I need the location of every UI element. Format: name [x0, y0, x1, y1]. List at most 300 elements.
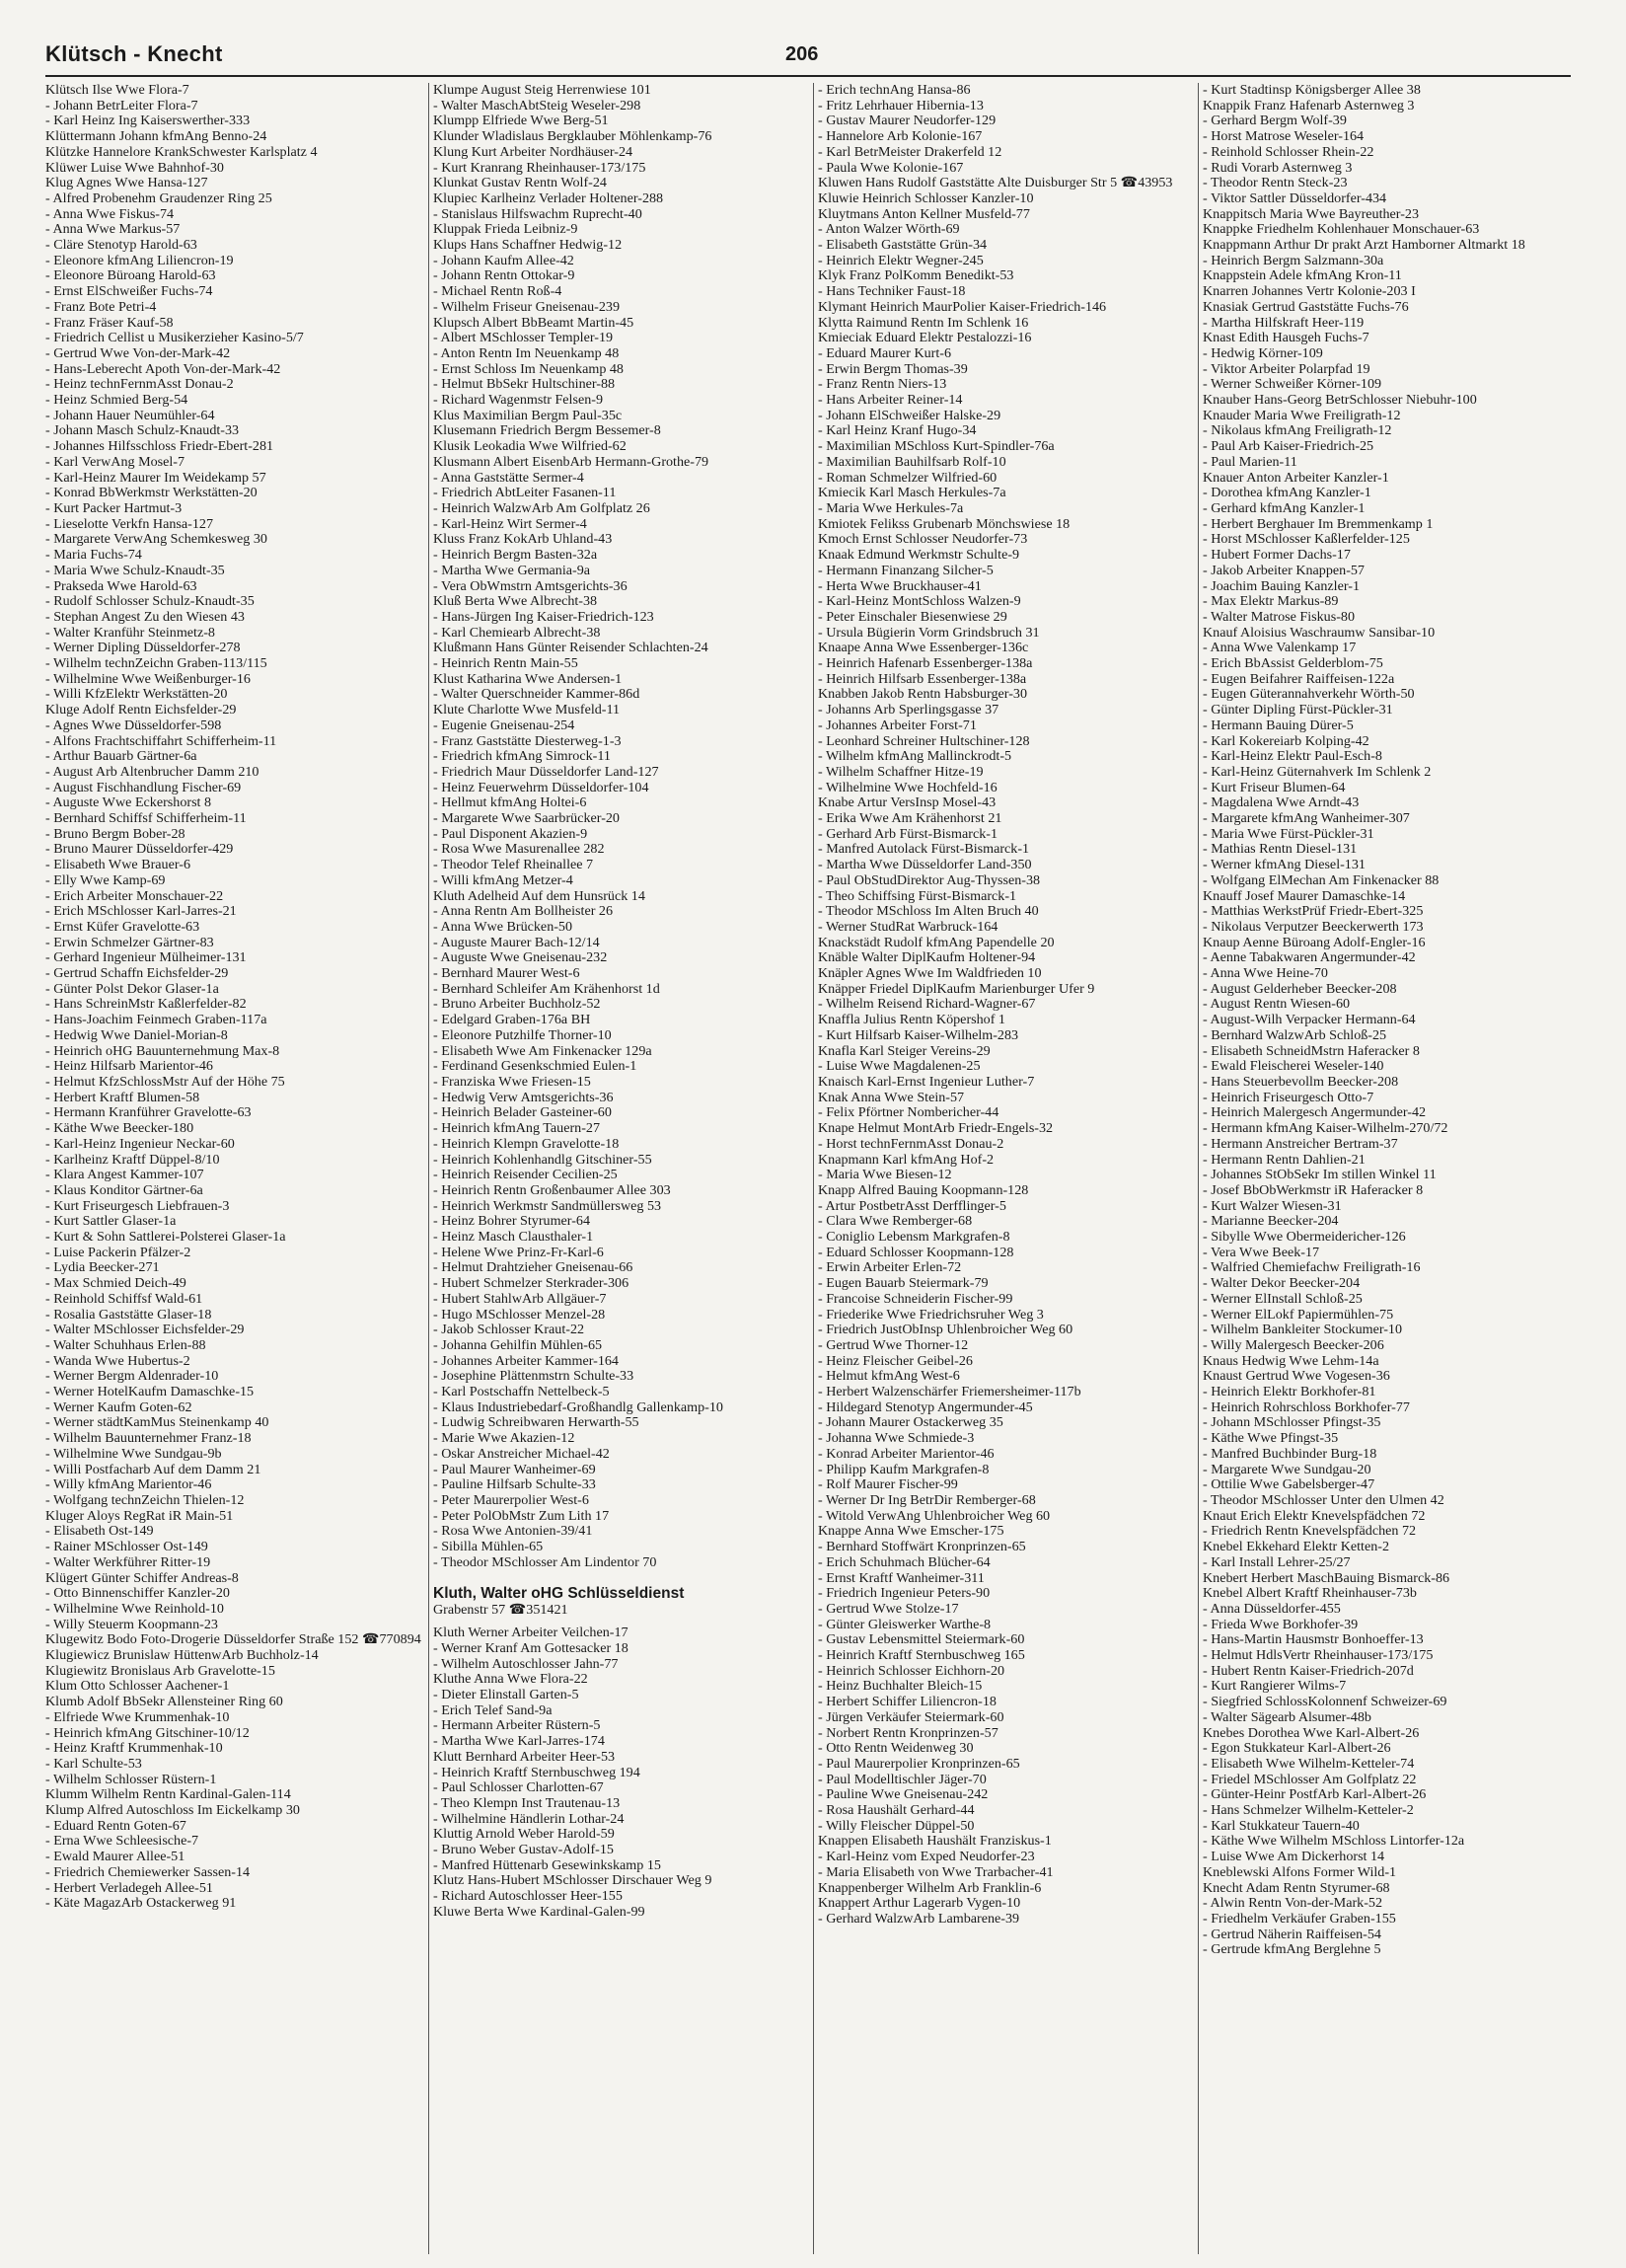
directory-entry: - Bernhard Schleifer Am Krähenhorst 1d — [433, 980, 660, 997]
directory-entry: - Wilhelmine Wwe Hochfeld-16 — [818, 779, 998, 795]
directory-entry: Knafla Karl Steiger Vereins-29 — [818, 1042, 991, 1059]
directory-entry: - Karl Stukkateur Tauern-40 — [1203, 1817, 1360, 1834]
directory-entry: - Wolfgang technZeichn Thielen-12 — [45, 1491, 245, 1508]
directory-entry: - Gertrud Näherin Raiffeisen-54 — [1203, 1926, 1381, 1942]
directory-entry: - Heinrich WalzwArb Am Golfplatz 26 — [433, 499, 650, 516]
directory-entry: - Heinrich Schlosser Eichhorn-20 — [818, 1662, 1005, 1679]
directory-entry: - Johann Rentn Ottokar-9 — [433, 267, 575, 284]
directory-entry: - Hermann Rentn Dahlien-21 — [1203, 1151, 1366, 1168]
directory-entry: - Theodor MSchloss Im Alten Bruch 40 — [818, 903, 1039, 920]
directory-entry: - Paul Marien-11 — [1203, 453, 1297, 470]
directory-entry: - Heinz Kraftf Krummenhak-10 — [45, 1740, 223, 1757]
directory-entry: - Margarete kfmAng Wanheimer-307 — [1203, 810, 1410, 827]
directory-entry: - Heinz Buchhalter Bleich-15 — [818, 1678, 983, 1695]
directory-entry: - Heinz technFernmAsst Donau-2 — [45, 376, 234, 393]
directory-entry: - Bruno Bergm Bober-28 — [45, 825, 185, 842]
directory-entry: - Erich Arbeiter Monschauer-22 — [45, 887, 224, 904]
directory-entry: Kmiotek Felikss Grubenarb Mönchswiese 18 — [818, 515, 1071, 532]
directory-entry: - Erwin Bergm Thomas-39 — [818, 360, 968, 377]
directory-entry: Klumpp Elfriede Wwe Berg-51 — [433, 113, 609, 129]
directory-entry: - Erich BbAssist Gelderblom-75 — [1203, 655, 1383, 672]
directory-entry: - Friedrich Chemiewerker Sassen-14 — [45, 1863, 251, 1880]
directory-entry: - Stanislaus Hilfswachm Ruprecht-40 — [433, 205, 642, 222]
directory-entry: - Johann MSchlosser Pfingst-35 — [1203, 1414, 1381, 1431]
directory-entry: Knaust Gertrud Wwe Vogesen-36 — [1203, 1368, 1390, 1385]
directory-entry: - Johann Masch Schulz-Knaudt-33 — [45, 422, 240, 439]
directory-entry: - Friedrich Maur Düsseldorfer Land-127 — [433, 763, 659, 780]
directory-entry: Kneblewski Alfons Former Wild-1 — [1203, 1863, 1397, 1880]
directory-entry: - Gerhard Bergm Wolf-39 — [1203, 113, 1347, 129]
directory-entry: - Hans-Joachim Feinmech Graben-117a — [45, 1012, 267, 1028]
directory-entry: Knappmann Arthur Dr prakt Arzt Hamborner Altmarkt 18 — [1203, 237, 1525, 254]
directory-entry: - Werner Bergm Aldenrader-10 — [45, 1368, 219, 1385]
directory-entry: - Elisabeth Gaststätte Grün-34 — [818, 237, 988, 254]
directory-entry: Knaisch Karl-Ernst Ingenieur Luther-7 — [818, 1074, 1035, 1090]
directory-entry: - Hans Arbeiter Reiner-14 — [818, 392, 963, 409]
directory-entry: - Karl-Heinz vom Exped Neudorfer-23 — [818, 1849, 1035, 1865]
directory-entry: - Hubert Rentn Kaiser-Friedrich-207d — [1203, 1662, 1414, 1679]
directory-entry: - Werner Kranf Am Gottesacker 18 — [433, 1639, 628, 1656]
directory-entry: - Erich Schuhmach Blücher-64 — [818, 1553, 991, 1570]
directory-entry: - Prakseda Wwe Harold-63 — [45, 577, 197, 594]
directory-entry: - Nikolaus kfmAng Freiligrath-12 — [1203, 422, 1392, 439]
directory-entry: - Heinrich Elektr Borkhofer-81 — [1203, 1384, 1376, 1400]
directory-entry: Klügert Günter Schiffer Andreas-8 — [45, 1569, 239, 1586]
directory-entry: - Ludwig Schreibwaren Herwarth-55 — [433, 1414, 639, 1431]
directory-entry: - Kurt Walzer Wiesen-31 — [1203, 1197, 1342, 1214]
directory-entry: - Hubert Schmelzer Sterkrader-306 — [433, 1275, 629, 1292]
directory-entry: - Johannes Arbeiter Kammer-164 — [433, 1352, 619, 1369]
directory-entry: - Luise Wwe Magdalenen-25 — [818, 1058, 981, 1075]
directory-entry: Klugewitz Bodo Foto-Drogerie Düsseldorfer Straße 152 ☎770894 — [45, 1631, 421, 1648]
directory-entry: - Heinrich Malergesch Angermunder-42 — [1203, 1104, 1427, 1121]
directory-entry: - Walfried Chemiefachw Freiligrath-16 — [1203, 1259, 1421, 1276]
directory-entry: - Anna Wwe Fiskus-74 — [45, 205, 175, 222]
directory-entry: - Hugo MSchlosser Menzel-28 — [433, 1306, 606, 1323]
directory-entry: - Werner Dr Ing BetrDir Remberger-68 — [818, 1491, 1036, 1508]
directory-entry: Knappitsch Maria Wwe Bayreuther-23 — [1203, 205, 1420, 222]
directory-entry: - Theo Klempn Inst Trautenau-13 — [433, 1794, 621, 1811]
directory-entry: - Werner städtKamMus Steinenkamp 40 — [45, 1414, 269, 1431]
directory-entry: - Anna Rentn Am Bollheister 26 — [433, 903, 614, 920]
directory-entry: - Rosa Haushält Gerhard-44 — [818, 1802, 975, 1819]
directory-entry: - Wilhelm kfmAng Mallinckrodt-5 — [818, 748, 1012, 765]
directory-entry: - Peter Einschaler Biesenwiese 29 — [818, 608, 1007, 625]
directory-entry: - Ursula Bügierin Vorm Grindsbruch 31 — [818, 624, 1040, 641]
directory-entry: - Helmut KfzSchlossMstr Auf der Höhe 75 — [45, 1074, 285, 1090]
directory-entry: - Herta Wwe Bruckhauser-41 — [818, 577, 982, 594]
directory-entry: - Werner Dipling Düsseldorfer-278 — [45, 640, 241, 656]
directory-entry: - Dieter Elinstall Garten-5 — [433, 1687, 579, 1703]
directory-entry: - Hans Techniker Faust-18 — [818, 283, 966, 300]
directory-entry: - Werner Kaufm Goten-62 — [45, 1399, 192, 1415]
directory-entry: - Willy Steuerm Koopmann-23 — [45, 1616, 218, 1632]
directory-entry: - Wilhelm Friseur Gneisenau-239 — [433, 298, 621, 315]
directory-entry: Klutt Bernhard Arbeiter Heer-53 — [433, 1748, 616, 1765]
directory-entry: Klüwer Luise Wwe Bahnhof-30 — [45, 159, 224, 176]
directory-entry: - Gustav Maurer Neudorfer-129 — [818, 113, 997, 129]
directory-entry: - Ewald Maurer Allee-51 — [45, 1849, 185, 1865]
directory-entry: - Elisabeth Wwe Brauer-6 — [45, 857, 190, 873]
directory-entry: - Friedrich AbtLeiter Fasanen-11 — [433, 485, 617, 501]
directory-entry: - Alfred Probenehm Graudenzer Ring 25 — [45, 189, 272, 206]
directory-entry: - Hans Schmelzer Wilhelm-Ketteler-2 — [1203, 1802, 1414, 1819]
directory-entry: - Egon Stukkateur Karl-Albert-26 — [1203, 1740, 1391, 1757]
directory-entry: - Maria Wwe Herkules-7a — [818, 499, 964, 516]
directory-entry: - Friedel MSchlosser Am Golfplatz 22 — [1203, 1771, 1417, 1787]
directory-entry: Klutz Hans-Hubert MSchlosser Dirschauer Weg 9 — [433, 1872, 712, 1889]
directory-entry: - Richard Wagenmstr Felsen-9 — [433, 392, 603, 409]
directory-entry: - Max Elektr Markus-89 — [1203, 593, 1339, 610]
directory-entry: Knabe Artur VersInsp Mosel-43 — [818, 794, 997, 811]
directory-entry: - Friedrich kfmAng Simrock-11 — [433, 748, 611, 765]
directory-entry: Klug Agnes Wwe Hansa-127 — [45, 175, 208, 191]
directory-entry: - Hubert StahlwArb Allgäuer-7 — [433, 1290, 607, 1307]
directory-entry: - Maria Fuchs-74 — [45, 547, 142, 564]
directory-entry: - Walter Kranführ Steinmetz-8 — [45, 624, 215, 641]
directory-entry: - Gerhard WalzwArb Lambarene-39 — [818, 1910, 1020, 1927]
directory-entry: - Klaus Industriebedarf-Großhandlg Gallenkamp-10 — [433, 1399, 723, 1415]
directory-entry: - August-Wilh Verpacker Hermann-64 — [1203, 1012, 1416, 1028]
directory-entry: - Walter Dekor Beecker-204 — [1203, 1275, 1361, 1292]
directory-entry: Klust Katharina Wwe Andersen-1 — [433, 670, 623, 687]
directory-entry: - Paul Disponent Akazien-9 — [433, 825, 588, 842]
directory-entry: Klute Charlotte Wwe Musfeld-11 — [433, 702, 621, 718]
directory-entry: - Luise Packerin Pfälzer-2 — [45, 1244, 191, 1260]
directory-entry: - Jürgen Verkäufer Steiermark-60 — [818, 1708, 1004, 1725]
directory-entry: - Karl-Heinz MontSchloss Walzen-9 — [818, 593, 1021, 610]
directory-entry: - Johann Hauer Neumühler-64 — [45, 407, 215, 423]
directory-entry: - Norbert Rentn Kronprinzen-57 — [818, 1724, 998, 1741]
directory-entry: Klunder Wladislaus Bergklauber Möhlenkamp-76 — [433, 128, 712, 145]
directory-entry: - Heinz Fleischer Geibel-26 — [818, 1352, 973, 1369]
directory-entry: Klützke Hannelore KrankSchwester Karlsplatz 4 — [45, 143, 318, 160]
directory-entry: Kluss Franz KokArb Uhland-43 — [433, 531, 613, 548]
directory-entry: Knast Edith Hausgeh Fuchs-7 — [1203, 330, 1369, 346]
directory-entry: Kluttig Arnold Weber Harold-59 — [433, 1826, 615, 1843]
directory-entry: - Heinz Schmied Berg-54 — [45, 392, 188, 409]
directory-entry: - Heinrich Reisender Cecilien-25 — [433, 1167, 618, 1183]
column-4 — [1198, 83, 1580, 2254]
directory-entry: Knebes Dorothea Wwe Karl-Albert-26 — [1203, 1724, 1420, 1741]
directory-entry: - Heinz Bohrer Styrumer-64 — [433, 1213, 591, 1230]
directory-entry: - Hermann Arbeiter Rüstern-5 — [433, 1717, 601, 1734]
directory-entry: - Willy Malergesch Beecker-206 — [1203, 1336, 1384, 1353]
directory-entry: - Maximilian Bauhilfsarb Rolf-10 — [818, 453, 1006, 470]
directory-entry: - Rosalia Gaststätte Glaser-18 — [45, 1306, 212, 1323]
directory-entry: - Eleonore Büroang Harold-63 — [45, 267, 216, 284]
directory-entry: - Felix Pförtner Nombericher-44 — [818, 1104, 999, 1121]
directory-entry: - Heinrich Kraftf Sternbuschweg 194 — [433, 1764, 640, 1780]
directory-entry: - Erika Wwe Am Krähenhorst 21 — [818, 810, 1002, 827]
directory-entry: Klußmann Hans Günter Reisender Schlachten-24 — [433, 640, 708, 656]
directory-entry: Knäble Walter DiplKaufm Holtener-94 — [818, 949, 1036, 966]
directory-entry: - Reinhold Schiffsf Wald-61 — [45, 1290, 203, 1307]
directory-entry: - Stephan Angest Zu den Wiesen 43 — [45, 608, 245, 625]
directory-entry: - Wilhelm Bauunternehmer Franz-18 — [45, 1430, 252, 1447]
directory-entry: - Gertrude kfmAng Berglehne 5 — [1203, 1941, 1381, 1958]
column-3 — [813, 83, 1195, 2254]
directory-entry: Knauder Maria Wwe Freiligrath-12 — [1203, 407, 1401, 423]
directory-entry: Kluger Aloys RegRat iR Main-51 — [45, 1507, 234, 1524]
directory-entry: - Ernst Kraftf Wanheimer-311 — [818, 1569, 985, 1586]
directory-entry: - Kurt Packer Hartmut-3 — [45, 499, 183, 516]
directory-entry: - Marie Wwe Akazien-12 — [433, 1430, 575, 1447]
directory-entry: - August Rentn Wiesen-60 — [1203, 996, 1351, 1013]
directory-entry: - Reinhold Schlosser Rhein-22 — [1203, 143, 1374, 160]
directory-entry: - Wilhelm Bankleiter Stockumer-10 — [1203, 1322, 1403, 1338]
directory-entry: - Werner ElLokf Papiermühlen-75 — [1203, 1306, 1394, 1323]
directory-entry: - Werner kfmAng Diesel-131 — [1203, 857, 1366, 873]
directory-entry: - Heinrich Hafenarb Essenberger-138a — [818, 655, 1033, 672]
directory-entry: - Johanna Wwe Schmiede-3 — [818, 1430, 975, 1447]
directory-entry: - Heinrich kfmAng Gitschiner-10/12 — [45, 1724, 250, 1741]
directory-entry: Knaup Aenne Büroang Adolf-Engler-16 — [1203, 934, 1426, 950]
header-name-range: Klütsch - Knecht — [45, 41, 223, 66]
directory-entry: - Theodor Rentn Steck-23 — [1203, 175, 1348, 191]
directory-entry: - Herbert Berghauer Im Bremmenkamp 1 — [1203, 515, 1434, 532]
directory-entry: Kluwe Berta Wwe Kardinal-Galen-99 — [433, 1903, 645, 1920]
directory-entry: - Paula Wwe Kolonie-167 — [818, 159, 964, 176]
directory-entry: - Joachim Bauing Kanzler-1 — [1203, 577, 1361, 594]
directory-entry: - Johanna Gehilfin Mühlen-65 — [433, 1336, 603, 1353]
directory-entry: - Kurt Kranrang Rheinhauser-173/175 — [433, 159, 646, 176]
directory-entry: - Heinrich Bergm Basten-32a — [433, 547, 598, 564]
directory-entry: - Maria Elisabeth von Wwe Trarbacher-41 — [818, 1863, 1054, 1880]
directory-entry: - Fritz Lehrhauer Hibernia-13 — [818, 97, 984, 113]
directory-entry: - Martha Wwe Germania-9a — [433, 562, 591, 578]
directory-entry: Knebert Herbert MaschBauing Bismarck-86 — [1203, 1569, 1450, 1586]
directory-entry: - Hermann kfmAng Kaiser-Wilhelm-270/72 — [1203, 1120, 1448, 1137]
directory-entry: - Hermann Finanzang Silcher-5 — [818, 562, 994, 578]
directory-entry: - Walter Werkführer Ritter-19 — [45, 1553, 211, 1570]
directory-entry: Knapmann Karl kfmAng Hof-2 — [818, 1151, 995, 1168]
directory-entry: - Käte MagazArb Ostackerweg 91 — [45, 1895, 237, 1912]
directory-entry: - Klaus Konditor Gärtner-6a — [45, 1181, 203, 1198]
directory-entry: - Roman Schmelzer Wilfried-60 — [818, 469, 998, 486]
directory-entry: - Werner StudRat Warbruck-164 — [818, 918, 998, 935]
directory-entry: Knaape Anna Wwe Essenberger-136c — [818, 640, 1029, 656]
directory-entry: - Hans SchreinMstr Kaßlerfelder-82 — [45, 996, 247, 1013]
directory-entry: - Herbert Walzenschärfer Friemersheimer-117b — [818, 1384, 1081, 1400]
directory-entry: - Gertrud Wwe Thorner-12 — [818, 1336, 969, 1353]
directory-entry: Klyk Franz PolKomm Benedikt-53 — [818, 267, 1014, 284]
directory-entry: - Eugenie Gneisenau-254 — [433, 717, 575, 733]
directory-entry: - Artur PostbetrAsst Derfflinger-5 — [818, 1197, 1006, 1214]
directory-entry: - Gertrud Wwe Stolze-17 — [818, 1600, 959, 1617]
directory-entry: - Johann Maurer Ostackerweg 35 — [818, 1414, 1003, 1431]
directory-entry: - Leonhard Schreiner Hultschiner-128 — [818, 732, 1030, 749]
directory-entry: - Helene Wwe Prinz-Fr-Karl-6 — [433, 1244, 604, 1260]
directory-entry: - Johannes StObSekr Im stillen Winkel 11 — [1203, 1167, 1437, 1183]
directory-entry: - Kurt Hilfsarb Kaiser-Wilhelm-283 — [818, 1026, 1019, 1043]
directory-entry: - Käthe Wwe Beecker-180 — [45, 1120, 194, 1137]
directory-entry: - Heinrich Belader Gasteiner-60 — [433, 1104, 612, 1121]
directory-entry: - Aenne Tabakwaren Angermunder-42 — [1203, 949, 1416, 966]
directory-entry: - Eugen Bauarb Steiermark-79 — [818, 1275, 989, 1292]
directory-entry: - Franz Bote Petri-4 — [45, 298, 157, 315]
directory-entry: - Willy kfmAng Marientor-46 — [45, 1476, 212, 1493]
directory-entry: - Vera ObWmstrn Amtsgerichts-36 — [433, 577, 628, 594]
directory-entry: - Margarete Wwe Sundgau-20 — [1203, 1461, 1371, 1477]
directory-entry: - Eduard Schlosser Koopmann-128 — [818, 1244, 1014, 1260]
directory-entry: - Ernst Schloss Im Neuenkamp 48 — [433, 360, 624, 377]
directory-entry: - Rainer MSchlosser Ost-149 — [45, 1539, 208, 1555]
directory-entry: - Hermann Kranführer Gravelotte-63 — [45, 1104, 252, 1121]
directory-entry: - Cläre Stenotyp Harold-63 — [45, 237, 197, 254]
directory-entry: Klups Hans Schaffner Hedwig-12 — [433, 237, 623, 254]
directory-entry: - Walter Querschneider Kammer-86d — [433, 686, 640, 703]
directory-entry: - Helmut Drahtzieher Gneisenau-66 — [433, 1259, 633, 1276]
directory-entry: - Edelgard Graben-176a BH — [433, 1012, 591, 1028]
directory-entry: - August Arb Altenbrucher Damm 210 — [45, 763, 259, 780]
directory-entry: - Karl Heinz Ing Kaiserswerther-333 — [45, 113, 251, 129]
directory-entry: - Frieda Wwe Borkhofer-39 — [1203, 1616, 1359, 1632]
directory-entry: - Walter MaschAbtSteig Weseler-298 — [433, 97, 641, 113]
directory-entry: Knauer Anton Arbeiter Kanzler-1 — [1203, 469, 1389, 486]
directory-entry: - Alwin Rentn Von-der-Mark-52 — [1203, 1895, 1382, 1912]
directory-entry: Knaut Erich Elektr Knevelspfädchen 72 — [1203, 1507, 1426, 1524]
directory-entry: - Francoise Schneiderin Fischer-99 — [818, 1290, 1013, 1307]
directory-entry: - Anna Wwe Heine-70 — [1203, 965, 1328, 982]
directory-entry: Knappik Franz Hafenarb Asternweg 3 — [1203, 97, 1415, 113]
directory-entry: - Rosa Wwe Antonien-39/41 — [433, 1523, 593, 1540]
directory-entry: - Jakob Schlosser Kraut-22 — [433, 1322, 585, 1338]
directory-entry: Knasiak Gertrud Gaststätte Fuchs-76 — [1203, 298, 1409, 315]
directory-entry: - Willy Fleischer Düppel-50 — [818, 1817, 975, 1834]
directory-entry: - Hans-Jürgen Ing Kaiser-Friedrich-123 — [433, 608, 654, 625]
directory-entry: Knebel Ekkehard Elektr Ketten-2 — [1203, 1539, 1390, 1555]
directory-entry: - Gerhard Ingenieur Mülheimer-131 — [45, 949, 247, 966]
directory-entry: - Bernhard WalzwArb Schloß-25 — [1203, 1026, 1387, 1043]
directory-entry: - Hedwig Verw Amtsgerichts-36 — [433, 1089, 614, 1105]
directory-entry: - Heinz Masch Clausthaler-1 — [433, 1229, 594, 1246]
directory-entry: - Eleonore kfmAng Liliencron-19 — [45, 252, 234, 268]
directory-entry: - Bruno Maurer Düsseldorfer-429 — [45, 841, 234, 858]
directory-entry: - Vera Wwe Beek-17 — [1203, 1244, 1320, 1260]
directory-entry: - Coniglio Lebensm Markgrafen-8 — [818, 1229, 1010, 1246]
directory-entry: - Karl-Heinz Elektr Paul-Esch-8 — [1203, 748, 1382, 765]
directory-entry: - Paul Arb Kaiser-Friedrich-25 — [1203, 438, 1374, 455]
directory-entry: - Erwin Arbeiter Erlen-72 — [818, 1259, 962, 1276]
directory-entry: - Paul Maurerpolier Kronprinzen-65 — [818, 1755, 1020, 1772]
directory-entry: Knecht Adam Rentn Styrumer-68 — [1203, 1879, 1390, 1896]
directory-entry: - Hellmut kfmAng Holtei-6 — [433, 794, 587, 811]
directory-entry: - Karl-Heinz Güternahverk Im Schlenk 2 — [1203, 763, 1432, 780]
directory-entry: - August Fischhandlung Fischer-69 — [45, 779, 242, 795]
directory-entry: - Gustav Lebensmittel Steiermark-60 — [818, 1631, 1025, 1648]
directory-entry: - Otto Rentn Weidenweg 30 — [818, 1740, 974, 1757]
directory-entry: - Käthe Wwe Wilhelm MSchloss Lintorfer-12a — [1203, 1833, 1465, 1850]
directory-entry: - Josephine Plättenmstrn Schulte-33 — [433, 1368, 634, 1385]
directory-entry: - Bruno Arbeiter Buchholz-52 — [433, 996, 601, 1013]
directory-entry: - Max Schmied Deich-49 — [45, 1275, 186, 1292]
directory-entry: Grabenstr 57 ☎351421 — [433, 1601, 568, 1618]
directory-entry: Knackstädt Rudolf kfmAng Papendelle 20 — [818, 934, 1055, 950]
directory-entry: - Günter Gleiswerker Warthe-8 — [818, 1616, 992, 1632]
directory-entry: - Margarete VerwAng Schemkesweg 30 — [45, 531, 267, 548]
directory-entry: - Elisabeth SchneidMstrn Haferacker 8 — [1203, 1042, 1420, 1059]
directory-entry: - Mathias Rentn Diesel-131 — [1203, 841, 1358, 858]
page-number: 206 — [785, 43, 819, 65]
directory-entry: - Karl BetrMeister Drakerfeld 12 — [818, 143, 1002, 160]
directory-entry: - Wilhelmine Händlerin Lothar-24 — [433, 1810, 625, 1827]
directory-entry: - Eduard Rentn Goten-67 — [45, 1817, 186, 1834]
directory-entry: - Sibilla Mühlen-65 — [433, 1539, 544, 1555]
directory-entry: - Maria Wwe Schulz-Knaudt-35 — [45, 562, 225, 578]
directory-entry: - Heinrich Rohrschloss Borkhofer-77 — [1203, 1399, 1410, 1415]
directory-entry: - Wilhelm Schlosser Rüstern-1 — [45, 1771, 217, 1787]
directory-entry: - Hermann Bauing Dürer-5 — [1203, 717, 1354, 733]
directory-entry: Kluth Werner Arbeiter Veilchen-17 — [433, 1625, 628, 1641]
directory-entry: - Theo Schiffsing Fürst-Bismarck-1 — [818, 887, 1017, 904]
directory-entry: - Eugen Güterannahverkehr Wörth-50 — [1203, 686, 1415, 703]
directory-entry: - Matthias WerkstPrüf Friedr-Ebert-325 — [1203, 903, 1424, 920]
directory-entry: Klugiewitz Bronislaus Arb Gravelotte-15 — [45, 1662, 275, 1679]
directory-entry: - Helmut HdlsVertr Rheinhauser-173/175 — [1203, 1647, 1434, 1664]
directory-entry: - Maria Wwe Biesen-12 — [818, 1167, 952, 1183]
directory-entry: - Heinz Hilfsarb Marientor-46 — [45, 1058, 213, 1075]
directory-entry: - Horst Matrose Weseler-164 — [1203, 128, 1365, 145]
directory-entry: Kmieciak Eduard Elektr Pestalozzi-16 — [818, 330, 1032, 346]
directory-entry: - Wilhelmine Wwe Reinhold-10 — [45, 1600, 224, 1617]
directory-entry: - Luise Wwe Am Dickerhorst 14 — [1203, 1849, 1385, 1865]
directory-entry: Kluwie Heinrich Schlosser Kanzler-10 — [818, 189, 1034, 206]
directory-entry: - Ernst Küfer Gravelotte-63 — [45, 918, 200, 935]
directory-entry: - Josef BbObWerkmstr iR Haferacker 8 — [1203, 1181, 1424, 1198]
directory-entry: - Helmut BbSekr Hultschiner-88 — [433, 376, 616, 393]
directory-entry: - Karl-Heinz Ingenieur Neckar-60 — [45, 1135, 235, 1152]
directory-entry: - Clara Wwe Remberger-68 — [818, 1213, 973, 1230]
directory-entry: Klupiec Karlheinz Verlader Holtener-288 — [433, 189, 664, 206]
column-2 — [428, 83, 810, 2254]
directory-entry: Knauber Hans-Georg BetrSchlosser Niebuhr-100 — [1203, 392, 1477, 409]
directory-entry: - Walter Matrose Fiskus-80 — [1203, 608, 1356, 625]
directory-entry: - Elisabeth Wwe Wilhelm-Ketteler-74 — [1203, 1755, 1415, 1772]
directory-entry: - Viktor Sattler Düsseldorfer-434 — [1203, 189, 1387, 206]
directory-entry: - Erna Wwe Schleesische-7 — [45, 1833, 199, 1850]
directory-entry: - August Gelderheber Beecker-208 — [1203, 980, 1397, 997]
directory-entry: - Willi KfzElektr Werkstätten-20 — [45, 686, 228, 703]
directory-entry: - Franz Fräser Kauf-58 — [45, 314, 174, 331]
directory-entry: - Alfons Frachtschiffahrt Schifferheim-11 — [45, 732, 277, 749]
directory-entry: - Werner ElInstall Schloß-25 — [1203, 1290, 1363, 1307]
directory-entry: - Hedwig Wwe Daniel-Morian-8 — [45, 1026, 228, 1043]
directory-entry: - Rudi Vorarb Asternweg 3 — [1203, 159, 1353, 176]
directory-entry: - Heinrich Rentn Großenbaumer Allee 303 — [433, 1181, 671, 1198]
directory-entry: Kluppak Frieda Leibniz-9 — [433, 221, 578, 238]
directory-entry: - Richard Autoschlosser Heer-155 — [433, 1888, 623, 1905]
directory-entry: - Oskar Anstreicher Michael-42 — [433, 1445, 610, 1462]
directory-entry: - Karl Kokereiarb Kolping-42 — [1203, 732, 1369, 749]
directory-entry: - Peter Maurerpolier West-6 — [433, 1491, 589, 1508]
directory-entry: - Maximilian MSchloss Kurt-Spindler-76a — [818, 438, 1055, 455]
directory-entry: - Kurt Friseur Blumen-64 — [1203, 779, 1346, 795]
directory-entry: - Friedrich Rentn Knevelspfädchen 72 — [1203, 1523, 1417, 1540]
directory-entry: - Friedrich Ingenieur Peters-90 — [818, 1585, 991, 1602]
directory-entry: - Kurt Stadtinsp Königsberger Allee 38 — [1203, 83, 1421, 98]
directory-entry: - Willi kfmAng Metzer-4 — [433, 871, 573, 888]
directory-entry: - Nikolaus Verputzer Beeckerwerth 173 — [1203, 918, 1424, 935]
directory-entry: - Bernhard Maurer West-6 — [433, 965, 580, 982]
directory-entry: - Wilhelm technZeichn Graben-113/115 — [45, 655, 267, 672]
directory-entry: - Arthur Bauarb Gärtner-6a — [45, 748, 197, 765]
directory-entry: - Anna Wwe Markus-57 — [45, 221, 181, 238]
directory-entry: Kluß Berta Wwe Albrecht-38 — [433, 593, 598, 610]
directory-entry: - Dorothea kfmAng Kanzler-1 — [1203, 485, 1371, 501]
business-listing-heading: Kluth, Walter oHG Schlüsseldienst — [433, 1584, 685, 1602]
directory-entry: - Johann Kaufm Allee-42 — [433, 252, 574, 268]
